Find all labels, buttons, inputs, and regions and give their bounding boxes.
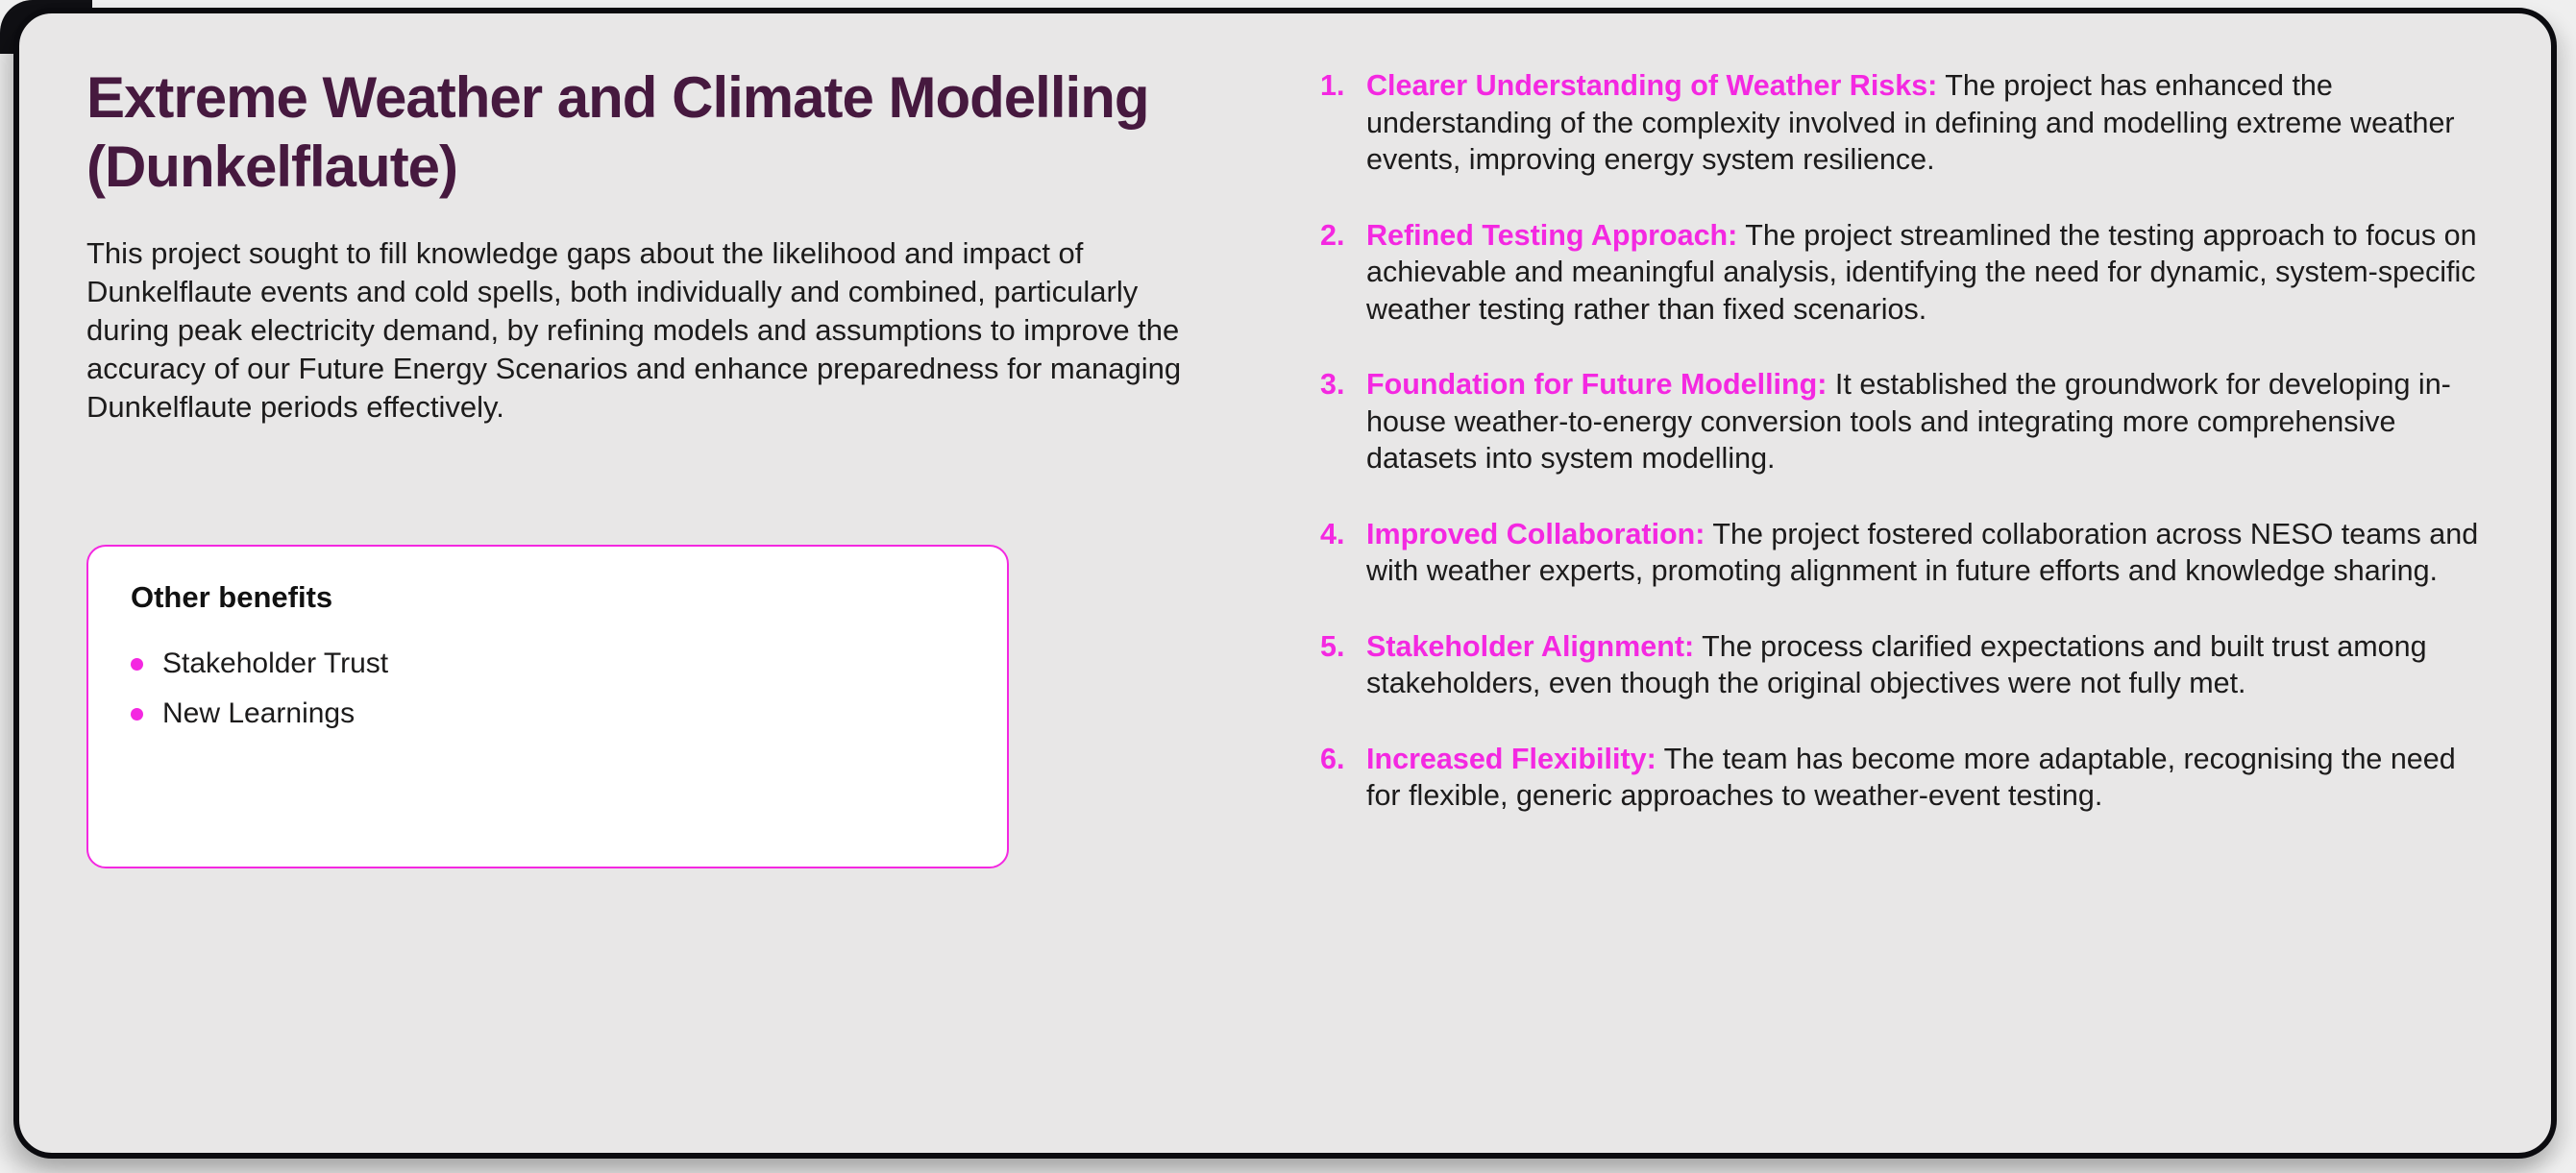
outcome-text bbox=[1366, 628, 2492, 702]
outcome-item-2 bbox=[1320, 217, 2492, 329]
outcome-item-1 bbox=[1320, 67, 2492, 179]
outcome-text bbox=[1366, 217, 2492, 329]
outcome-heading: Foundation for Future Modelling: bbox=[1366, 368, 1828, 401]
benefit-item-label: New Learnings bbox=[162, 697, 356, 729]
benefits-title: Other benefits bbox=[131, 580, 333, 614]
bullet-icon bbox=[131, 658, 143, 671]
benefit-item-label: Stakeholder Trust bbox=[162, 648, 389, 679]
outcome-text bbox=[1366, 516, 2492, 590]
intro-paragraph: This project sought to fill knowledge gaps about the likelihood and impact of Dunkelflaute events and cold spells, both individually and combined, particularly during peak electricity demand, by refining models and assumptions to improve the accuracy of our Future Energy Scenarios and enhance preparedness for managing Dunkelflaute periods effectively. bbox=[86, 236, 1182, 424]
outcome-text bbox=[1366, 67, 2492, 179]
outcome-heading: Stakeholder Alignment: bbox=[1366, 629, 1695, 663]
bullet-icon bbox=[131, 708, 143, 721]
outcome-number: 3. bbox=[1320, 368, 1345, 401]
outcome-number: 6. bbox=[1320, 742, 1345, 775]
benefits-list bbox=[131, 639, 969, 739]
slide-card bbox=[13, 8, 2557, 1159]
outcome-number: 5. bbox=[1320, 629, 1345, 663]
page-title bbox=[86, 63, 1254, 202]
outcome-heading: Improved Collaboration: bbox=[1366, 517, 1705, 550]
page-title-line-1: Extreme Weather and Climate Modelling bbox=[86, 65, 1149, 130]
outcome-number: 1. bbox=[1320, 69, 1345, 102]
outcome-body: The team has become more adaptable, recognising the need for flexible, generic approaches to weather-event testing. bbox=[1366, 742, 2456, 812]
benefit-item bbox=[131, 689, 969, 739]
outcome-body: The project has enhanced the understanding of the complexity involved in defining and modelling extreme weather events, improving energy system resilience. bbox=[1366, 69, 2455, 176]
outcome-heading: Increased Flexibility: bbox=[1366, 742, 1656, 775]
outcome-body: It established the groundwork for developing in-house weather-to-energy conversion tools and integrating more comprehensive datasets into system modelling. bbox=[1366, 368, 2451, 475]
outcome-heading: Refined Testing Approach: bbox=[1366, 218, 1738, 252]
outcome-body: The project fostered collaboration across NESO teams and with weather experts, promoting alignment in future efforts and knowledge sharing. bbox=[1366, 517, 2479, 587]
outcome-text bbox=[1366, 366, 2492, 477]
outcome-body: The project streamlined the testing approach to focus on achievable and meaningful analysis, identifying the need for dynamic, system-specific weather testing rather than fixed scenarios. bbox=[1366, 218, 2477, 326]
outcome-item-3 bbox=[1320, 366, 2492, 477]
outcome-number: 4. bbox=[1320, 517, 1345, 550]
outcome-text bbox=[1366, 741, 2492, 815]
key-outcomes-list bbox=[1320, 67, 2492, 815]
page-title-line-2: (Dunkelflaute) bbox=[86, 134, 458, 199]
other-benefits-card bbox=[86, 545, 1009, 868]
outcome-item-5 bbox=[1320, 628, 2492, 702]
outcome-item-4 bbox=[1320, 516, 2492, 590]
outcome-heading: Clearer Understanding of Weather Risks: bbox=[1366, 69, 1938, 102]
outcome-number: 2. bbox=[1320, 218, 1345, 252]
benefit-item bbox=[131, 639, 969, 689]
left-column bbox=[86, 63, 1254, 427]
outcome-body: The process clarified expectations and built trust among stakeholders, even though the original objectives were not fully met. bbox=[1366, 629, 2427, 699]
outcome-item-6 bbox=[1320, 741, 2492, 815]
